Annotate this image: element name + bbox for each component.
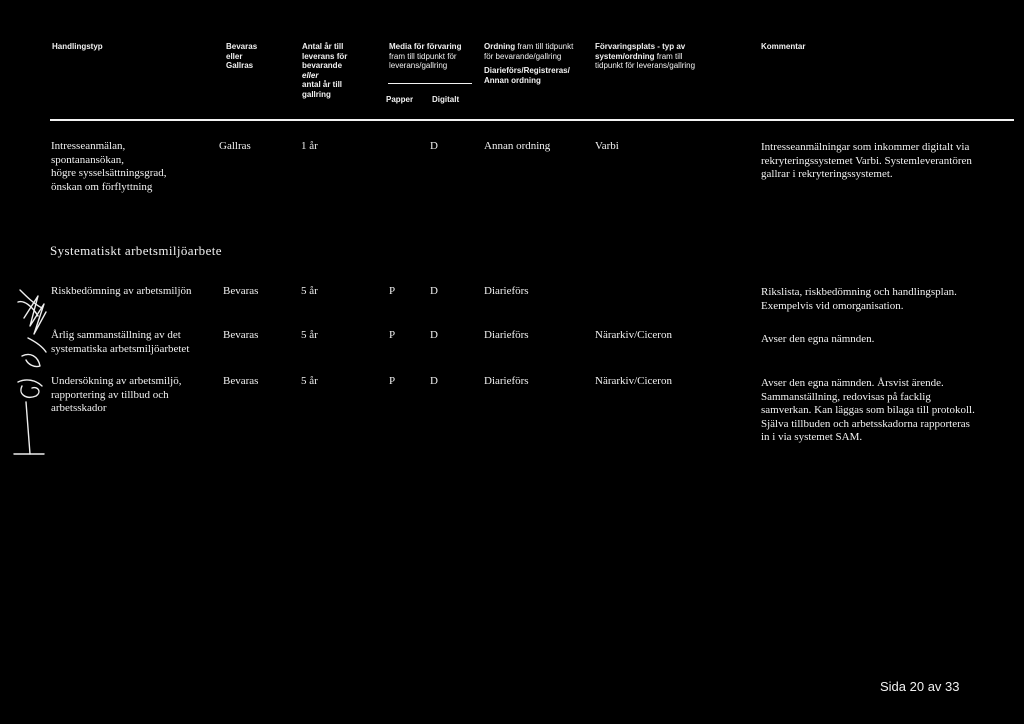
kommentar-line: Avser den egna nämnden. [761,333,875,345]
table-row [51,375,181,416]
header-digitalt [432,95,459,105]
row-antal: 5 år [301,285,318,297]
header-rule [50,119,1014,121]
header-antal-line: Antal år till [302,42,344,51]
header-ordning-title: Ordning [484,42,516,51]
row-digitalt: D [430,285,438,297]
page-number: Sida 20 av 33 [880,679,960,694]
kommentar-line: in i via systemet SAM. [761,431,863,443]
row-digitalt: D [430,375,438,387]
header-bevaras-line: Bevaras [226,42,258,51]
header-antal-line: antal år till [302,80,343,89]
row-papper: P [389,329,396,341]
header-ordning [484,42,573,85]
header-media-line: leverans/gallring [389,61,448,70]
header-papper [386,95,413,105]
intresse-type [51,140,166,194]
header-kommentar-text: Kommentar [761,42,806,51]
handwritten-signature [8,282,52,462]
kommentar-line: Själva tillbuden och arbetsskadorna rapporteras [761,417,970,430]
type-line: Årlig sammanställning av det [51,329,181,341]
intresse-kommentar [761,141,972,182]
table-row [51,285,192,299]
table-row [51,329,189,356]
kommentar-line: Avser den egna nämnden. Årsvist ärende. [761,377,944,389]
header-antal-line: gallring [302,89,331,99]
intresse-bevaras: Gallras [219,140,251,152]
row-antal: 5 år [301,375,318,387]
row-digitalt: D [430,329,438,341]
type-line: Riskbedömning av arbetsmiljön [51,285,192,297]
type-line: spontanansökan, [51,153,125,166]
intresse-forvaring: Varbi [595,140,619,152]
type-line: systematiska arbetsmiljöarbetet [51,342,190,355]
row-bevaras: Bevaras [223,329,259,341]
row-bevaras: Bevaras [223,375,259,387]
kommentar-line: gallrar i rekryteringssystemet. [761,168,893,180]
header-digitalt-text: Digitalt [432,95,460,104]
row-antal: 5 år [301,329,318,341]
header-media-line: Media för förvaring [389,42,462,51]
header-kommentar [761,42,805,52]
row-ordning: Diarieförs [484,285,529,297]
header-forvaring-rest: fram till [654,51,683,61]
header-ordning-line: Diarieförs/Registreras/ [484,66,570,75]
header-antal-eller: eller [302,70,319,80]
row-papper: P [389,285,396,297]
type-line: Undersökning av arbetsmiljö, [51,375,182,387]
intresse-antal: 1 år [301,140,318,152]
header-ordning-line: för bevarande/gallring [484,51,562,61]
header-handlingstyp [52,42,103,52]
header-media-line: fram till tidpunkt för [389,51,457,61]
intresse-ordning: Annan ordning [484,140,551,152]
header-bevaras-line: Gallras [226,61,254,70]
section-title: Systematiskt arbetsmiljöarbete [50,243,222,258]
kommentar-line: samverkan. Kan läggas som bilaga till protokoll. [761,404,975,416]
header-handlingstyp-text: Handlingstyp [52,42,103,51]
row-ordning: Diarieförs [484,329,529,341]
header-antal-ar [302,42,347,99]
kommentar-line: Sammanställning, redovisas på facklig [761,390,931,403]
row-forvaring: Närarkiv/Ciceron [595,329,672,341]
header-media-divider [388,83,472,84]
header-ordning-rest: fram till tidpunkt [515,42,574,51]
row-bevaras: Bevaras [223,285,259,297]
type-line: Intresseanmälan, [51,140,126,152]
header-forvaring-line: tidpunkt för leverans/gallring [595,61,696,70]
type-line: högre sysselsättningsgrad, [51,167,167,179]
row-kommentar [761,377,975,445]
type-line: arbetsskador [51,402,107,414]
intresse-digitalt: D [430,140,438,152]
type-line: önskan om förflyttning [51,180,153,193]
header-forvaringsplats [595,42,695,71]
row-kommentar [761,333,874,347]
header-bevaras [226,42,257,71]
type-line: rapportering av tillbud och [51,388,169,401]
row-forvaring: Närarkiv/Ciceron [595,375,672,387]
header-antal-line: leverans för [302,51,348,61]
row-papper: P [389,375,396,387]
row-ordning: Diarieförs [484,375,529,387]
kommentar-line: Intresseanmälningar som inkommer digitalt via [761,141,970,153]
header-antal-line: bevarande [302,61,343,70]
header-forvaring-line: Förvaringsplats - typ av [595,42,686,51]
row-kommentar [761,286,957,313]
header-papper-text: Papper [386,95,414,104]
kommentar-line: Exempelvis vid omorganisation. [761,299,904,312]
kommentar-line: Rikslista, riskbedömning och handlingsplan. [761,286,957,298]
header-bevaras-line: eller [226,51,243,61]
header-forvaring-bold: system/ordning [595,51,655,61]
header-ordning-line: Annan ordning [484,75,541,85]
kommentar-line: rekryteringssystemet Varbi. Systemleverantören [761,154,972,167]
header-media [389,42,461,71]
